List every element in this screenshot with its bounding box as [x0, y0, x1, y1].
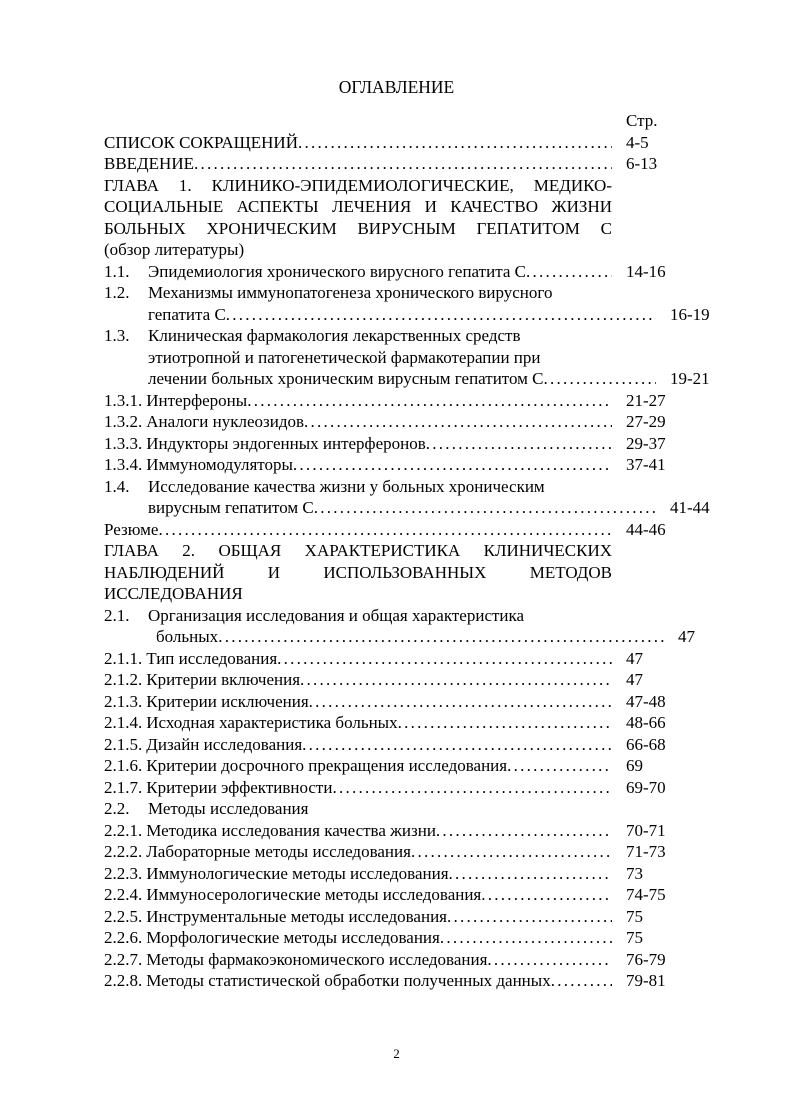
page-column-header: Стр. [626, 111, 658, 130]
chapter-2-line-2: НАБЛЮДЕНИЙ И ИСПОЛЬЗОВАННЫХ МЕТОДОВ [104, 562, 612, 582]
toc-entry-2-1[interactable] [104, 605, 695, 648]
toc-entry-text: Критерии досрочного прекращения исследования [146, 756, 508, 775]
toc-entry-page: 70-71 [626, 820, 666, 840]
toc-entry-text: Методы исследования [148, 799, 309, 818]
toc-entry-text: Критерии включения [146, 670, 301, 689]
toc-entry-number: 1.4. [104, 476, 130, 496]
toc-entry-number: 2.2.6. [104, 928, 143, 947]
toc-entry-2-2-6[interactable] [104, 927, 674, 949]
toc-entry-1-3-1[interactable] [104, 390, 674, 412]
chapter-2-line-3: ИССЛЕДОВАНИЯ [104, 584, 243, 603]
toc-entry-number: 2.2.7. [104, 949, 143, 969]
toc-entry-page: 29-37 [626, 433, 666, 453]
toc-entry-text: Методика исследования качества жизни [146, 820, 436, 840]
toc-entry-number: 1.3.2. [104, 412, 143, 431]
toc-entry-page: 75 [626, 906, 643, 926]
toc-entry-text: Инструментальные методы исследования [146, 906, 447, 926]
toc-entry-text-cont: гепатита С [148, 304, 226, 324]
toc-entry-2-1-5[interactable] [104, 734, 674, 756]
toc-entry-page: 71-73 [626, 842, 666, 861]
toc-entry-text: Исследование качества жизни у больных хроническим [148, 476, 545, 496]
toc-entry-number: 2.2. [104, 799, 130, 818]
toc-entry-2-2-8[interactable] [104, 970, 674, 992]
toc-entry-2-1-1[interactable] [104, 648, 674, 670]
toc-entry-1-3-4[interactable] [104, 454, 674, 476]
chapter-1-line-1: ГЛАВА 1. КЛИНИКО-ЭПИДЕМИОЛОГИЧЕСКИЕ, МЕДИКО- [104, 175, 612, 195]
toc-header-row [104, 110, 674, 132]
toc-entry-number: 2.2.5. [104, 906, 143, 926]
toc-entry-page: 47 [626, 670, 643, 689]
toc-chapter-2[interactable] [104, 540, 674, 605]
toc-entry-text: Методы фармакоэкономического исследования [146, 949, 488, 969]
toc-entry-text: Морфологические методы исследования [146, 928, 440, 947]
toc-chapter-1[interactable] [104, 175, 674, 261]
toc-entry-number: 2.1.7. [104, 777, 143, 797]
toc-entry-text: Аналоги нуклеозидов [146, 412, 304, 431]
toc-entry-2-1-7[interactable] [104, 777, 674, 799]
toc-entry-page: 76-79 [626, 949, 666, 969]
toc-entry-2-1-2[interactable] [104, 669, 674, 691]
toc-entry-text: Лабораторные методы исследования [146, 842, 411, 861]
toc-entry-number: 2.1.1. [104, 648, 143, 668]
toc-entry-text: Клиническая фармакология лекарственных средств [148, 326, 521, 345]
toc-entry-text: ВВЕДЕНИЕ [104, 154, 194, 173]
toc-entry-page: 75 [626, 928, 643, 947]
toc-entry-2-2-2[interactable] [104, 841, 674, 863]
toc-entry-page: 69 [626, 756, 643, 775]
toc-entry-number: 1.3.3. [104, 433, 143, 453]
toc-entry-text-cont: больных [156, 627, 219, 646]
toc-entry-page: 41-44 [670, 498, 710, 517]
toc-entry-1-3-3[interactable] [104, 433, 674, 455]
toc-entry-2-2-5[interactable] [104, 906, 674, 928]
toc-entry-number: 2.2.2. [104, 842, 143, 861]
toc-entry-page: 37-41 [626, 455, 666, 474]
toc-entry-text-cont: лечении больных хроническим вирусным гепатитом С [148, 369, 544, 388]
chapter-1-line-2: СОЦИАЛЬНЫЕ АСПЕКТЫ ЛЕЧЕНИЯ И КАЧЕСТВО ЖИЗНИ [104, 197, 612, 216]
table-of-contents [104, 110, 710, 992]
toc-entry-page: 47 [626, 648, 643, 668]
toc-entry-text: Иммуномодуляторы [146, 455, 293, 474]
toc-entry-page: 16-19 [670, 304, 710, 324]
toc-entry-number: 2.1. [104, 605, 130, 625]
toc-entry-number: 1.3. [104, 326, 130, 345]
toc-entry-text: СПИСОК СОКРАЩЕНИЙ [104, 132, 298, 152]
toc-entry-2-2-3[interactable] [104, 863, 674, 885]
toc-entry-page: 73 [626, 863, 643, 883]
toc-entry-text: Индукторы эндогенных интерферонов [146, 433, 426, 453]
toc-entry-page: 74-75 [626, 885, 666, 904]
toc-entry-number: 2.2.1. [104, 820, 143, 840]
toc-entry-text: Эпидемиология хронического вирусного гепатита С [148, 261, 526, 281]
chapter-1-line-3: БОЛЬНЫХ ХРОНИЧЕСКИМ ВИРУСНЫМ ГЕПАТИТОМ С [104, 218, 612, 238]
chapter-2-line-1: ГЛАВА 2. ОБЩАЯ ХАРАКТЕРИСТИКА КЛИНИЧЕСКИХ [104, 541, 612, 560]
toc-entry-text: Критерии эффективности [146, 777, 333, 797]
toc-entry-page: 47 [678, 627, 695, 646]
toc-entry-text-cont: вирусным гепатитом С [148, 498, 314, 517]
toc-entry-number: 1.3.4. [104, 455, 143, 474]
toc-entry-2-1-4[interactable] [104, 712, 674, 734]
toc-entry-page: 69-70 [626, 777, 666, 797]
toc-entry-page: 4-5 [626, 132, 649, 152]
toc-entry-page: 21-27 [626, 390, 666, 410]
toc-entry-2-2-1[interactable] [104, 820, 674, 842]
toc-entry-number: 2.1.5. [104, 734, 143, 754]
toc-entry-text: Иммунологические методы исследования [146, 863, 449, 883]
toc-entry-2-1-3[interactable] [104, 691, 674, 713]
toc-entry-page: 79-81 [626, 971, 666, 990]
toc-entry-text: Дизайн исследования [146, 734, 303, 754]
page-title: ОГЛАВЛЕНИЕ [338, 77, 455, 97]
toc-entry-introduction[interactable] [104, 153, 674, 175]
toc-entry-2-1-6[interactable] [104, 755, 674, 777]
toc-entry-number: 2.2.4. [104, 885, 143, 904]
toc-entry-1-1[interactable] [104, 261, 674, 283]
toc-entry-page: 27-29 [626, 412, 666, 431]
toc-entry-1-3-2[interactable] [104, 411, 674, 433]
toc-entry-number: 1.3.1. [104, 390, 143, 410]
toc-entry-page: 6-13 [626, 154, 658, 173]
toc-entry-number: 2.1.6. [104, 756, 143, 775]
toc-entry-text: Иммуносерологические методы исследования [146, 885, 482, 904]
toc-entry-text: Методы статистической обработки полученных данных [146, 971, 551, 990]
toc-entry-page: 44-46 [626, 519, 666, 539]
toc-entry-number: 2.1.2. [104, 670, 143, 689]
toc-entry-text: Механизмы иммунопатогенеза хронического вирусного [148, 283, 553, 302]
toc-entry-2-2[interactable] [104, 798, 674, 820]
toc-entry-page: 19-21 [670, 369, 710, 388]
toc-entry-1-4[interactable] [104, 476, 710, 519]
toc-entry-2-2-4[interactable] [104, 884, 674, 906]
toc-entry-number: 2.2.8. [104, 971, 143, 990]
toc-entry-text: Резюме [104, 519, 159, 539]
toc-entry-text: Исходная характеристика больных [146, 713, 398, 732]
toc-entry-number: 1.2. [104, 283, 130, 302]
toc-entry-text: Тип исследования [146, 648, 278, 668]
toc-entry-text: Критерии исключения [146, 691, 309, 711]
page-number: 2 [393, 1046, 400, 1061]
toc-entry-2-2-7[interactable] [104, 949, 674, 971]
toc-entry-page: 66-68 [626, 734, 666, 754]
toc-entry-number: 2.1.4. [104, 713, 143, 732]
toc-entry-page: 14-16 [626, 261, 666, 281]
toc-entry-text: Организация исследования и общая характеристика [148, 605, 525, 625]
toc-entry-1-3[interactable] [104, 325, 710, 390]
toc-entry-page: 48-66 [626, 713, 666, 732]
toc-entry-text: Интерфероны [146, 390, 248, 410]
toc-entry-number: 1.1. [104, 261, 130, 281]
toc-entry-abbreviations[interactable] [104, 132, 674, 154]
toc-entry-summary[interactable] [104, 519, 674, 541]
toc-entry-number: 2.2.3. [104, 863, 143, 883]
toc-entry-number: 2.1.3. [104, 691, 143, 711]
chapter-1-subtitle: (обзор литературы) [104, 240, 245, 259]
toc-entry-1-2[interactable] [104, 282, 710, 325]
toc-entry-page: 47-48 [626, 691, 666, 711]
toc-entry-text-cont: этиотропной и патогенетической фармакотерапии при [148, 347, 541, 367]
